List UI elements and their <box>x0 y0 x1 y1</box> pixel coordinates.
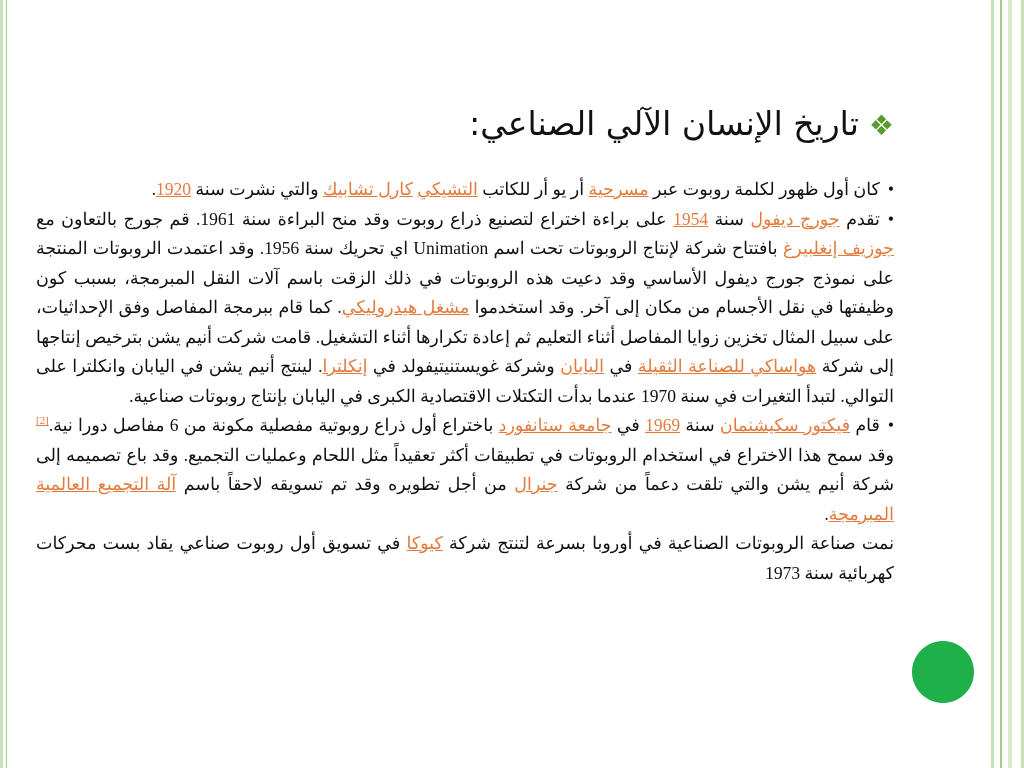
paragraph-4 <box>36 529 894 588</box>
paragraph-body <box>36 209 894 406</box>
diamond-bullet-icon: ❖ <box>868 109 894 142</box>
hyperlink[interactable]: كارل تشابيك <box>322 179 413 199</box>
text-run: من أجل تطويره وقد تم تسويقه لاحقاً باسم <box>176 474 515 494</box>
hyperlink[interactable]: فيكتور سكيشنمان <box>719 415 851 435</box>
hyperlink[interactable]: إنكلترا <box>322 356 368 376</box>
text-run: على براءة اختراع لتصنيع ذراع روبوت وقد منح البراءة سنة 1961. قم جورج بالتعاون مع <box>36 208 674 229</box>
slide-title-text: تاريخ الإنسان الآلي الصناعي: <box>469 104 859 143</box>
text-run: في <box>611 415 646 435</box>
hyperlink[interactable]: اليابان <box>560 356 605 376</box>
text-run: أر يو أر للكاتب <box>477 179 589 199</box>
green-circle-decoration <box>912 641 974 703</box>
hyperlink[interactable]: جورج ديفول <box>750 208 840 229</box>
hyperlink[interactable]: كيوكا <box>406 533 443 553</box>
hyperlink[interactable]: 1954 <box>673 208 709 229</box>
paragraph-body <box>36 533 894 583</box>
left-border-line <box>6 0 7 768</box>
text-run: باختراع أول ذراع روبوتية مفصلية مكونة من 6 مفاصل دورا نية. <box>48 415 499 435</box>
text-run: . <box>151 179 157 199</box>
left-border-stripe <box>0 0 3 768</box>
slide-body <box>36 175 894 588</box>
text-run: نمت صناعة الروبوتات الصناعية في أوروبا بسرعة لتنتج شركة <box>442 533 895 553</box>
hyperlink[interactable]: مشغل هيدروليكي <box>341 297 470 317</box>
paragraph-1 <box>36 175 894 205</box>
text-run: . لينتج أنيم يشن في اليابان وانكلترا على التوالي. لتبدأ التغيرات في سنة 1970 عندما بدأت التكتلات الاقتصادية الكبرى في اليابان بإنتاج روبوتات صناعية. <box>36 356 894 406</box>
text-run: . <box>824 503 829 524</box>
hyperlink[interactable]: مسرحية <box>588 179 649 199</box>
paragraph-body <box>36 415 894 524</box>
hyperlink[interactable]: جوزيف إنغلبيرغ <box>782 238 894 258</box>
text-run: قام <box>850 415 880 435</box>
bullet-icon: • <box>887 179 894 199</box>
hyperlink[interactable]: التشيكي <box>417 179 478 199</box>
text-run: بافتتاح شركة لإنتاج الروبوتات تحت اسم Unimation اي تحريك سنة 1956. وقد اعتمدت الروبوتات المنتجة على نموذج جورج ديفول الأساسي وقد دعيت هذه الروبوتات في ذلك الزقت باسم آلات النقل المبرمجة، بسبب كون وظيفتها في نقل الأجسام من مكان إلى آخر. وقد استخدموا <box>36 238 894 317</box>
hyperlink[interactable]: 1969 <box>645 415 681 435</box>
right-border-stripe-2 <box>1008 0 1012 768</box>
text-run: سنة <box>708 208 751 229</box>
text-run: كان أول ظهور لكلمة روبوت عبر <box>648 179 880 199</box>
right-border-line <box>1000 0 1002 768</box>
paragraph-2 <box>36 205 894 412</box>
slide-title <box>300 104 894 143</box>
right-border-stripe-1 <box>991 0 994 768</box>
hyperlink[interactable]: آلة التجميع العالمية المبرمجة <box>36 474 894 524</box>
bullet-icon: • <box>887 208 894 229</box>
text-run: والتي نشرت سنة <box>191 179 323 199</box>
text-run: في <box>604 356 638 376</box>
citation-superscript <box>36 415 49 427</box>
bullet-icon: • <box>887 415 895 435</box>
hyperlink[interactable]: [2] <box>36 415 49 428</box>
text-run: سنة <box>680 415 720 435</box>
hyperlink[interactable]: 1920 <box>156 179 192 199</box>
text-run: وشركة غويستنيتيفولد في <box>367 356 561 376</box>
hyperlink[interactable]: هواساكي للصناعة الثقيلة <box>637 356 817 376</box>
paragraph-body <box>152 179 880 199</box>
hyperlink[interactable]: جنرال <box>514 474 558 494</box>
text-run: وقد سمح هذا الاختراع في استخدام الروبوتات في تطبيقات أكثر تعقيداً مثل اللحام وعمليات التجميع. وقد باع تصميمه إلى شركة أنيم يشن والتي تلقت دعماً من شركة <box>36 444 895 494</box>
text-run: تقدم <box>839 208 880 229</box>
hyperlink[interactable]: جامعة ستانفورد <box>498 415 612 435</box>
text-run: . كما قام ببرمجة المفاصل وفق الإحداثيات، على سبيل المثال تخزين زوايا المفاصل أثناء التعليم ثم إعادة تكرارها أثناء التشغيل. قامت شركت أنيم يشن بترخيص إنتاجها إلى شركة <box>36 297 894 376</box>
paragraph-3 <box>36 411 894 529</box>
text-run: في تسويق أول روبوت صناعي يقاد بست محركات كهربائية سنة 1973 <box>36 533 894 583</box>
